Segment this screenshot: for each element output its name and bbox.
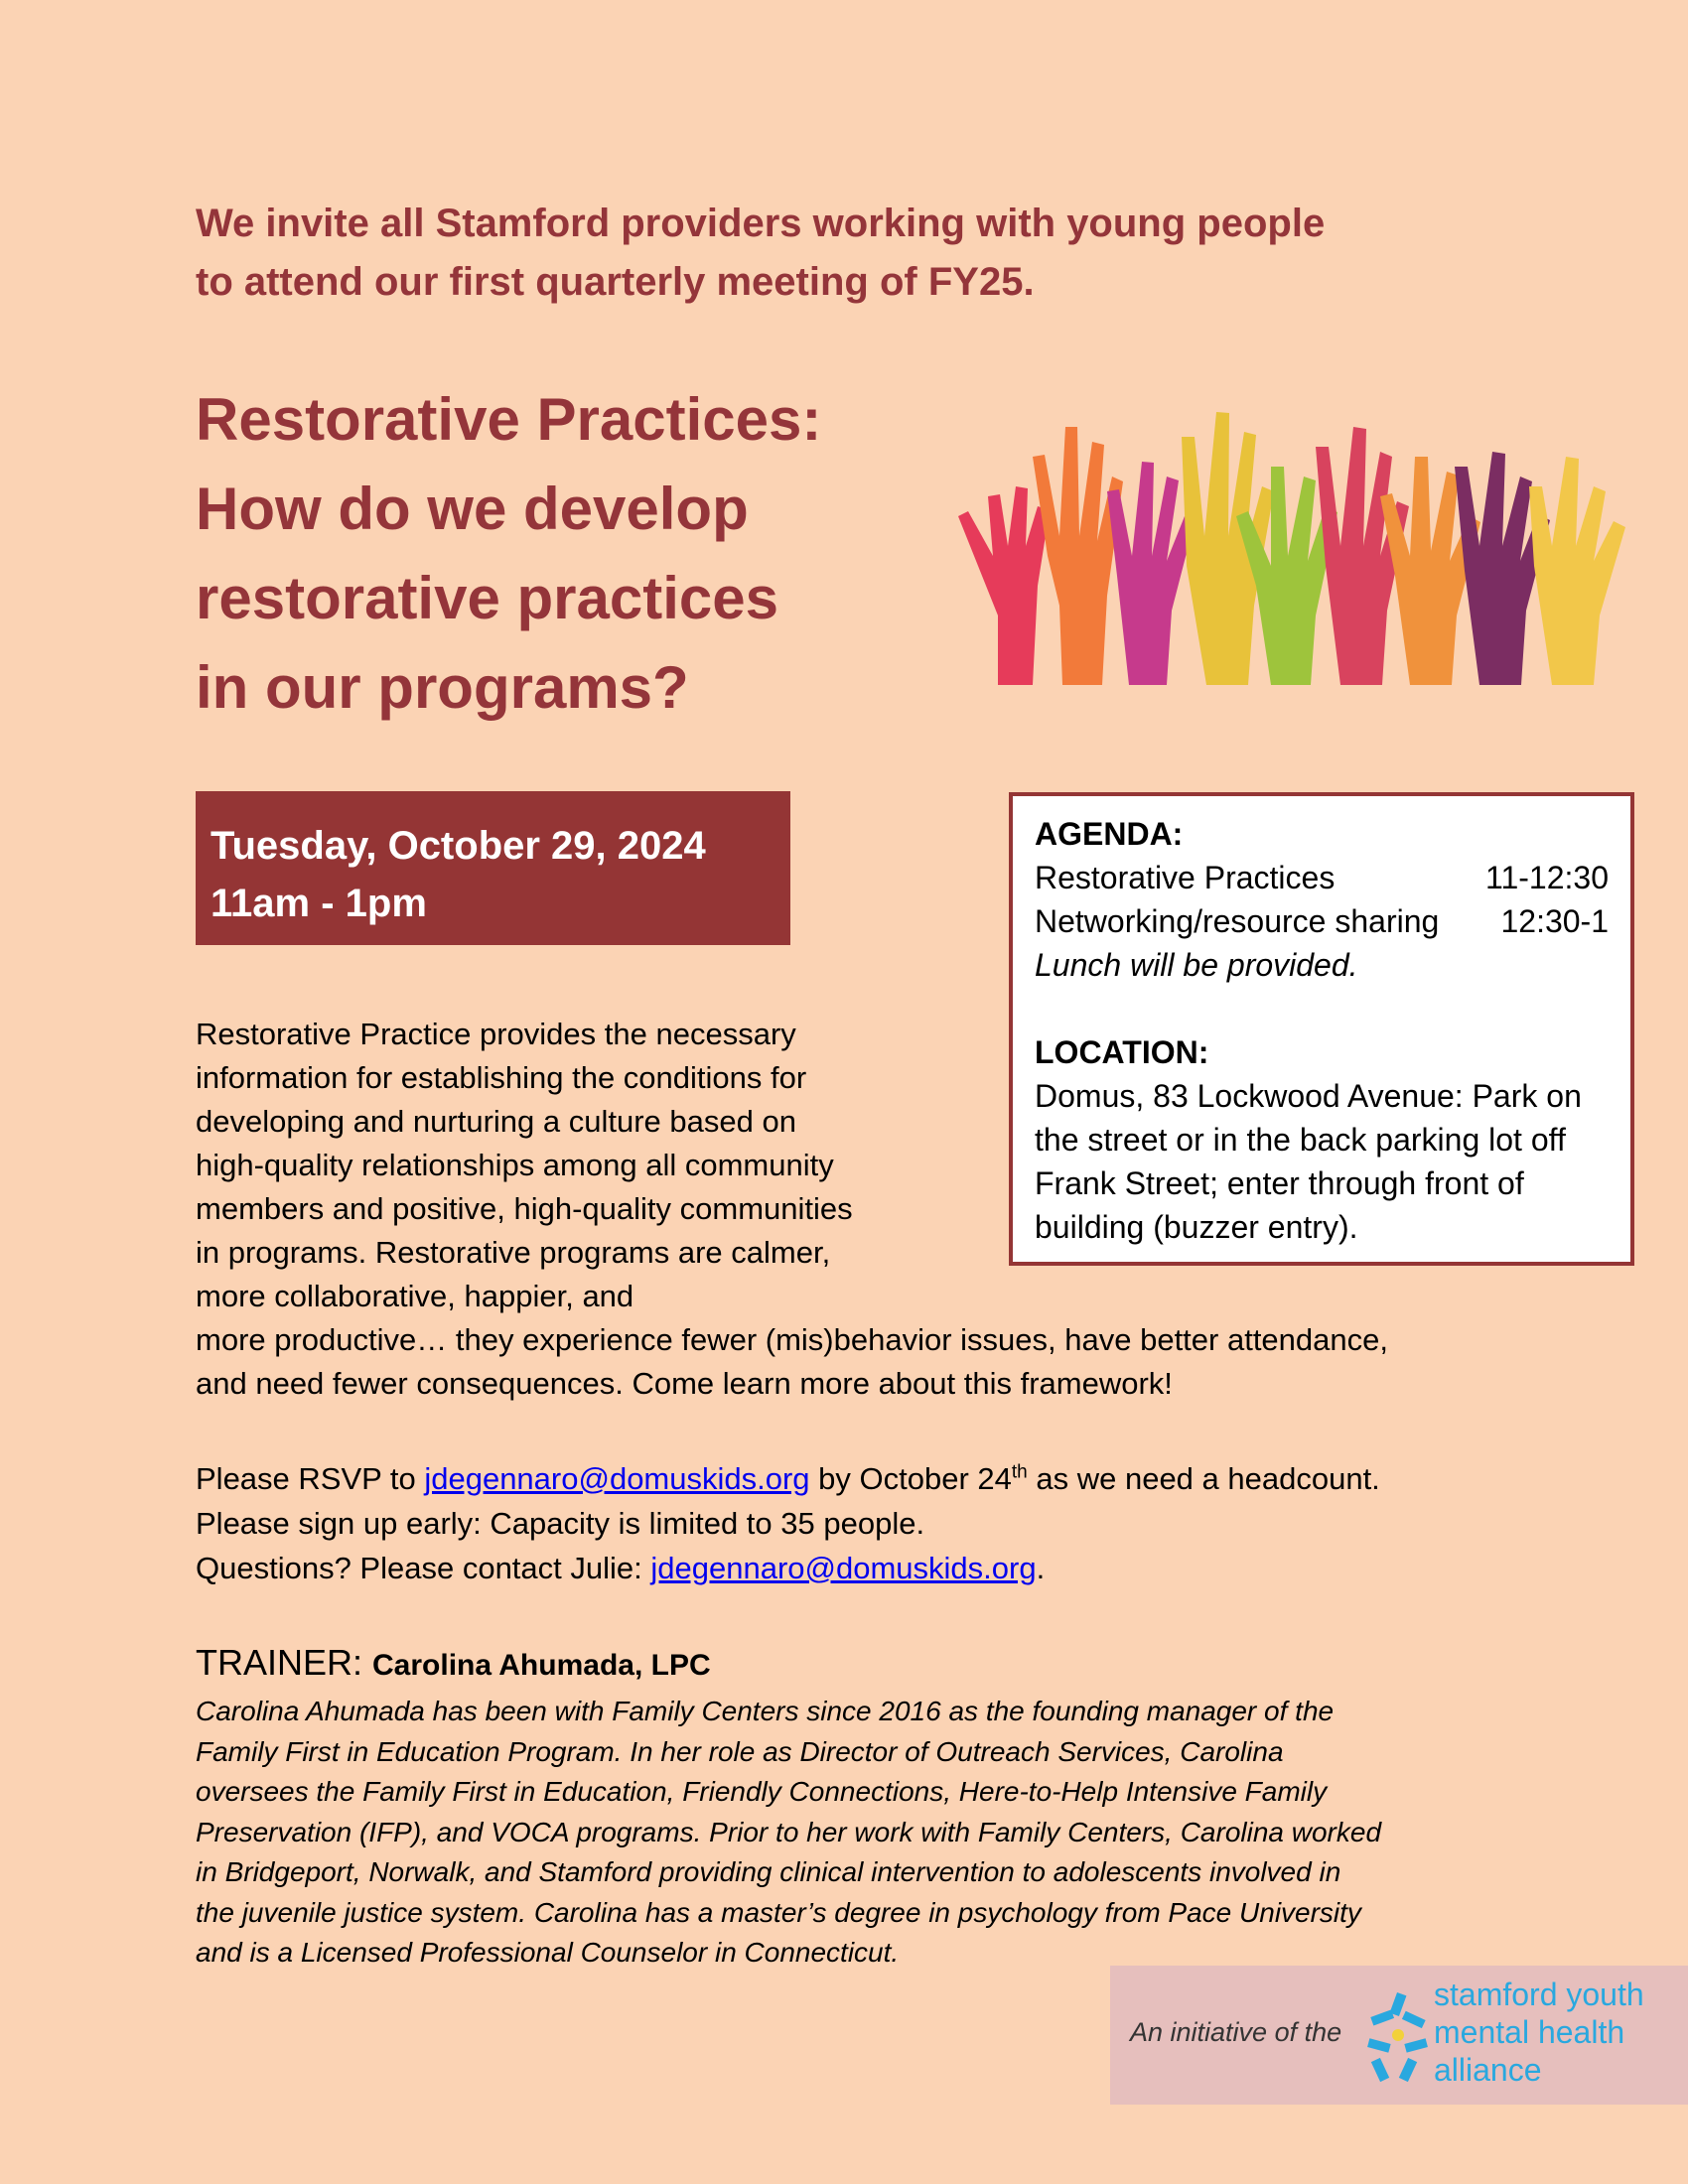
description-line: Restorative Practice provides the necessary (196, 1017, 796, 1051)
invite-text (196, 195, 1486, 312)
agenda-item-time: 12:30-1 (1500, 903, 1609, 939)
location-heading: LOCATION: (1035, 1034, 1209, 1070)
location-line: Frank Street; enter through front of (1035, 1165, 1524, 1201)
agenda-item-label: Restorative Practices (1035, 860, 1336, 895)
title-line: Restorative Practices: (196, 386, 822, 453)
alliance-logo-text (1434, 1976, 1644, 2089)
description-line: and need fewer consequences. Come learn more about this framework! (196, 1366, 1173, 1401)
trainer-name: Carolina Ahumada, LPC (372, 1649, 711, 1682)
agenda-item (1035, 899, 1609, 943)
event-date: Tuesday, October 29, 2024 (211, 824, 706, 868)
invite-line: We invite all Stamford providers working with young people (196, 202, 1326, 245)
logo-line: mental health (1434, 2014, 1625, 2050)
agenda-heading: AGENDA: (1035, 816, 1184, 852)
raised-hands-illustration (938, 397, 1638, 695)
description-line: information for establishing the conditions for (196, 1060, 807, 1095)
bio-line: Family First in Education Program. In her role as Director of Outreach Services, Carolina (196, 1735, 1284, 1767)
lunch-note: Lunch will be provided. (1035, 947, 1358, 983)
agenda-item-label: Networking/resource sharing (1035, 903, 1440, 939)
bio-line: Carolina Ahumada has been with Family Centers since 2016 as the founding manager of the (196, 1696, 1335, 1726)
description-line: developing and nurturing a culture based on (196, 1104, 796, 1139)
logo-line: alliance (1434, 2052, 1542, 2088)
bio-line: the juvenile justice system. Carolina has a master’s degree in psychology from Pace University (196, 1896, 1361, 1928)
trainer-bio (196, 1692, 1526, 1974)
bio-line: and is a Licensed Professional Counselor in Connecticut. (196, 1937, 900, 1968)
trainer-label: TRAINER: (196, 1642, 373, 1683)
description-line: high-quality relationships among all community (196, 1148, 834, 1182)
capacity-note: Please sign up early: Capacity is limited to 35 people. (196, 1506, 925, 1541)
location-line: building (buzzer entry). (1035, 1209, 1358, 1245)
rsvp-suffix: as we need a headcount. (1027, 1461, 1380, 1496)
invite-line: to attend our first quarterly meeting of FY25. (196, 260, 1035, 304)
rsvp-prefix: Please RSVP to (196, 1461, 425, 1496)
questions-prefix: Questions? Please contact Julie: (196, 1551, 651, 1585)
description (196, 1013, 1388, 1406)
page-title (196, 375, 990, 733)
description-line: in programs. Restorative programs are calmer, (196, 1235, 831, 1270)
location-line: the street or in the back parking lot off (1035, 1122, 1566, 1158)
bio-line: Preservation (IFP), and VOCA programs. Prior to her work with Family Centers, Carolina worked (196, 1816, 1382, 1847)
location-line: Domus, 83 Lockwood Avenue: Park on (1035, 1078, 1582, 1114)
bio-line: oversees the Family First in Education, Friendly Connections, Here-to-Help Intensive Family (196, 1776, 1328, 1807)
agenda-item-time: 11-12:30 (1485, 860, 1609, 895)
agenda-item (1035, 856, 1609, 899)
description-line: more collaborative, happier, and (196, 1279, 634, 1313)
rsvp-email-link[interactable]: jdegennaro@domuskids.org (424, 1461, 810, 1496)
rsvp-line (196, 1456, 1380, 1501)
rsvp-deadline-sup: th (1011, 1461, 1028, 1483)
event-time: 11am - 1pm (211, 882, 427, 925)
footer-initiative (1110, 1966, 1688, 2105)
title-line: How do we develop (196, 476, 749, 542)
description-line: members and positive, high-quality communities (196, 1191, 853, 1226)
alliance-logo-icon (1363, 1983, 1433, 2088)
initiative-text: An initiative of the (1130, 2017, 1342, 2047)
trainer-heading (196, 1641, 711, 1688)
rsvp-section (196, 1456, 1380, 1590)
title-line: in our programs? (196, 654, 689, 721)
contact-email-link[interactable]: jdegennaro@domuskids.org (650, 1551, 1037, 1585)
rsvp-deadline: by October 24 (809, 1461, 1012, 1496)
questions-suffix: . (1036, 1551, 1046, 1585)
questions-line (196, 1546, 1380, 1590)
title-line: restorative practices (196, 565, 778, 631)
event-date-box (196, 791, 790, 945)
bio-line: in Bridgeport, Norwalk, and Stamford providing clinical intervention to adolescents involved in (196, 1856, 1341, 1887)
description-line: more productive… they experience fewer (mis)behavior issues, have better attendance, (196, 1322, 1388, 1357)
logo-line: stamford youth (1434, 1977, 1644, 2012)
